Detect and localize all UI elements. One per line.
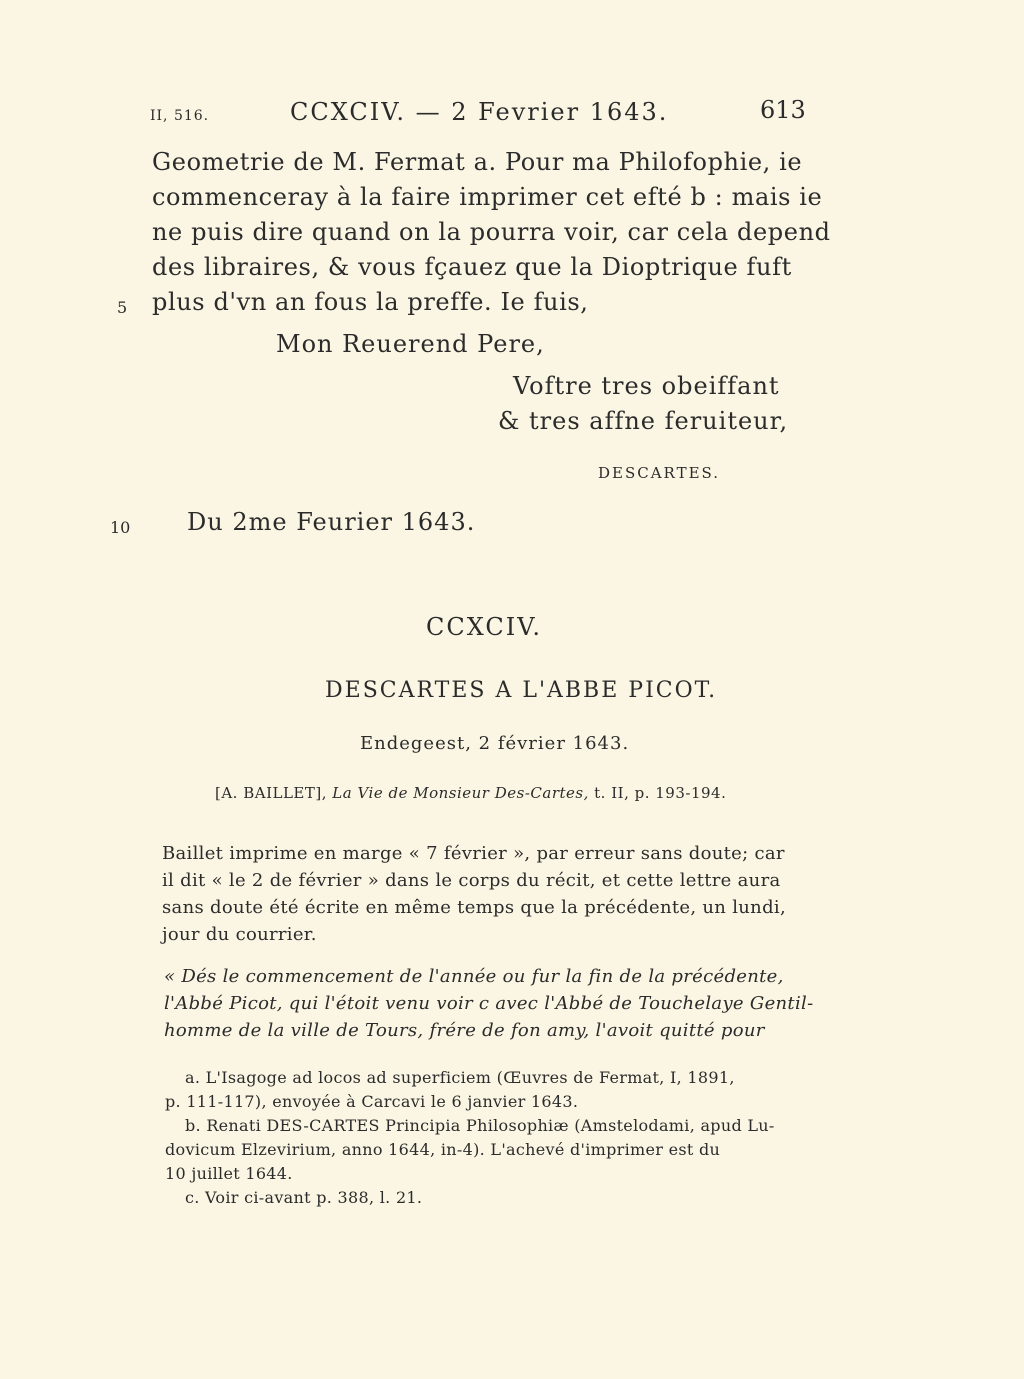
signature: DESCARTES. <box>598 464 721 482</box>
source-title: La Vie de Monsieur Des-Cartes, <box>332 784 589 802</box>
letter-heading: DESCARTES A L'ABBE PICOT. <box>325 678 718 703</box>
footnote-line: p. 111-117), envoyée à Carcavi le 6 janvier 1643. <box>165 1092 579 1111</box>
footnote-line: c. Voir ci-avant p. 388, l. 21. <box>185 1188 423 1207</box>
quote-line: l'Abbé Picot, qui l'étoit venu voir c avec l'Abbé de Touchelaye Gentil- <box>164 993 814 1014</box>
body-line: commenceray à la faire imprimer cet efté b : mais ie <box>152 183 823 211</box>
footnote-line: a. L'Isagoge ad locos ad superficiem (Œuvres de Fermat, I, 1891, <box>185 1068 735 1087</box>
intro-line: sans doute été écrite en même temps que la précédente, un lundi, <box>162 897 786 918</box>
footnote-line: b. Renati DES-CARTES Principia Philosophiæ (Amstelodami, apud Lu- <box>185 1116 775 1135</box>
letter-body-text <box>152 145 831 320</box>
intro-line: jour du courrier. <box>162 924 317 945</box>
footnote-line: 10 juillet 1644. <box>165 1164 293 1183</box>
letter-date: Du 2me Feurier 1643. <box>187 508 476 536</box>
quote-line: « Dés le commencement de l'année ou fur la fin de la précédente, <box>164 966 784 987</box>
baillet-quotation <box>164 963 820 1044</box>
letter-place-date: Endegeest, 2 février 1643. <box>360 733 630 754</box>
footnotes <box>165 1066 825 1210</box>
running-head-reference: II, 516. <box>150 108 210 124</box>
footnote-line: dovicum Elzevirium, anno 1644, in-4). L'achevé d'imprimer est du <box>165 1140 721 1159</box>
intro-line: il dit « le 2 de février » dans le corps du récit, et cette lettre aura <box>162 870 781 891</box>
closing-line-2: & tres affne feruiteur, <box>498 407 789 435</box>
running-head-title: CCXCIV. — 2 Fevrier 1643. <box>290 98 669 126</box>
body-line: des libraires, & vous fçauez que la Dioptrique fuft <box>152 253 792 281</box>
body-line: ne puis dire quand on la pourra voir, car cela depend <box>152 218 831 246</box>
closing-line-1: Voftre tres obeiffant <box>513 372 780 400</box>
salutation: Mon Reuerend Pere, <box>276 330 545 358</box>
quote-line: homme de la ville de Tours, frére de fon amy, l'avoit quitté pour <box>164 1020 765 1041</box>
line-number-10: 10 <box>110 518 131 537</box>
body-line: Geometrie de M. Fermat a. Pour ma Philofophie, ie <box>152 148 803 176</box>
page-number: 613 <box>760 96 806 124</box>
source-prefix: [A. BAILLET], <box>215 784 327 802</box>
body-line: plus d'vn an fous la preffe. Ie fuis, <box>152 288 589 316</box>
letter-number: CCXCIV. <box>426 613 542 641</box>
line-number-5: 5 <box>117 298 128 317</box>
editorial-intro <box>162 840 818 948</box>
source-citation <box>215 784 726 802</box>
source-suffix: t. II, p. 193-194. <box>594 784 727 802</box>
intro-line: Baillet imprime en marge « 7 février », par erreur sans doute; car <box>162 843 785 864</box>
